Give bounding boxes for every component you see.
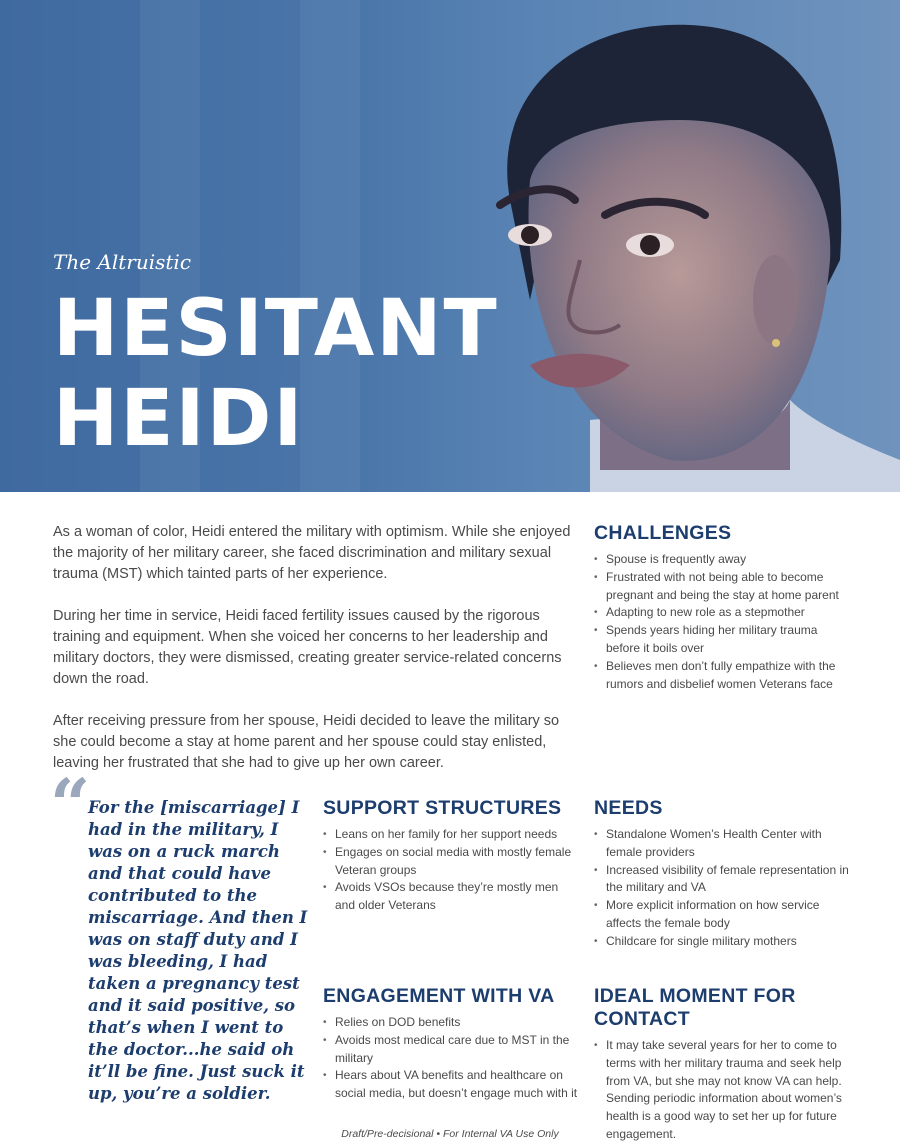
list-item: • Leans on her family for her support needs (323, 826, 578, 844)
list-item: • Standalone Women’s Health Center with female providers (594, 826, 854, 862)
persona-title (53, 284, 499, 464)
portrait-photo (470, 0, 900, 492)
intro-paragraph: During her time in service, Heidi faced fertility issues caused by the rigorous training and equipment. When she voiced her concerns to her leadership and military doctors, they were dismissed, creating greater service-related concerns down the road. (53, 608, 562, 687)
list-item: • Spouse is frequently away (594, 551, 854, 569)
footer-disclaimer: Draft/Pre-decisional • For Internal VA Use Only (341, 1128, 559, 1140)
needs-heading: NEEDS (594, 797, 663, 819)
list-item: • More explicit information on how service affects the female body (594, 897, 854, 933)
support-list (323, 826, 578, 915)
support-heading: SUPPORT STRUCTURES (323, 797, 562, 819)
challenges-section (594, 522, 854, 693)
challenges-list (594, 551, 854, 693)
list-item: • Increased visibility of female representation in the military and VA (594, 862, 854, 898)
engagement-heading: ENGAGEMENT WITH VA (323, 985, 555, 1007)
intro-text (53, 522, 583, 795)
engagement-list (323, 1014, 578, 1103)
list-item: • Spends years hiding her military trauma before it boils over (594, 622, 854, 658)
quote-mark-icon: “ (50, 763, 91, 846)
needs-section (594, 797, 854, 951)
list-item: • Engages on social media with mostly female Veteran groups (323, 844, 578, 880)
list-item: • Hears about VA benefits and healthcare on social media, but doesn’t engage much with it (323, 1067, 578, 1103)
list-item: • Frustrated with not being able to become pregnant and being the stay at home parent (594, 569, 854, 605)
challenges-heading: CHALLENGES (594, 522, 732, 544)
list-item: • Believes men don’t fully empathize with the rumors and disbelief women Veterans face (594, 658, 854, 694)
list-item: • Avoids VSOs because they’re mostly men and older Veterans (323, 879, 578, 915)
hero-banner (0, 0, 900, 492)
title-line-1: HESITANT (53, 284, 499, 374)
support-section (323, 797, 578, 915)
list-item: • It may take several years for her to come to terms with her military trauma and seek help from VA, but she may not know VA can help. Sending periodic information about women’s health is a good way to set her up for future engagement. (594, 1037, 854, 1144)
title-line-2: HEIDI (53, 374, 305, 464)
list-item: • Adapting to new role as a stepmother (594, 604, 854, 622)
intro-paragraph: As a woman of color, Heidi entered the military with optimism. While she enjoyed the majority of her military career, she faced discrimination and military sexual trauma (MST) which tainted parts of her experience. (53, 524, 571, 582)
list-item: • Childcare for single military mothers (594, 933, 854, 951)
ideal-moment-section (594, 985, 854, 1144)
intro-paragraph: After receiving pressure from her spouse, Heidi decided to leave the military so she could become a stay at home parent and her spouse could stay enlisted, leaving her frustrated that she had to give up her own career. (53, 713, 560, 771)
persona-subtitle: The Altruistic (53, 250, 192, 274)
ideal-moment-heading: IDEAL MOMENT FOR CONTACT (594, 985, 796, 1030)
engagement-section (323, 985, 578, 1103)
list-item: • Relies on DOD benefits (323, 1014, 578, 1032)
needs-list (594, 826, 854, 951)
list-item: • Avoids most medical care due to MST in the military (323, 1032, 578, 1068)
persona-quote: For the [miscarriage] I had in the military, I was on a ruck march and that could have contributed to the miscarriage. And then I was on staff duty and I was bleeding, I had taken a pregnancy test and it said positive, so that’s when I went to the doctor...he said oh it’ll be fine. Just suck it up, you’re a soldier. (88, 798, 308, 1103)
